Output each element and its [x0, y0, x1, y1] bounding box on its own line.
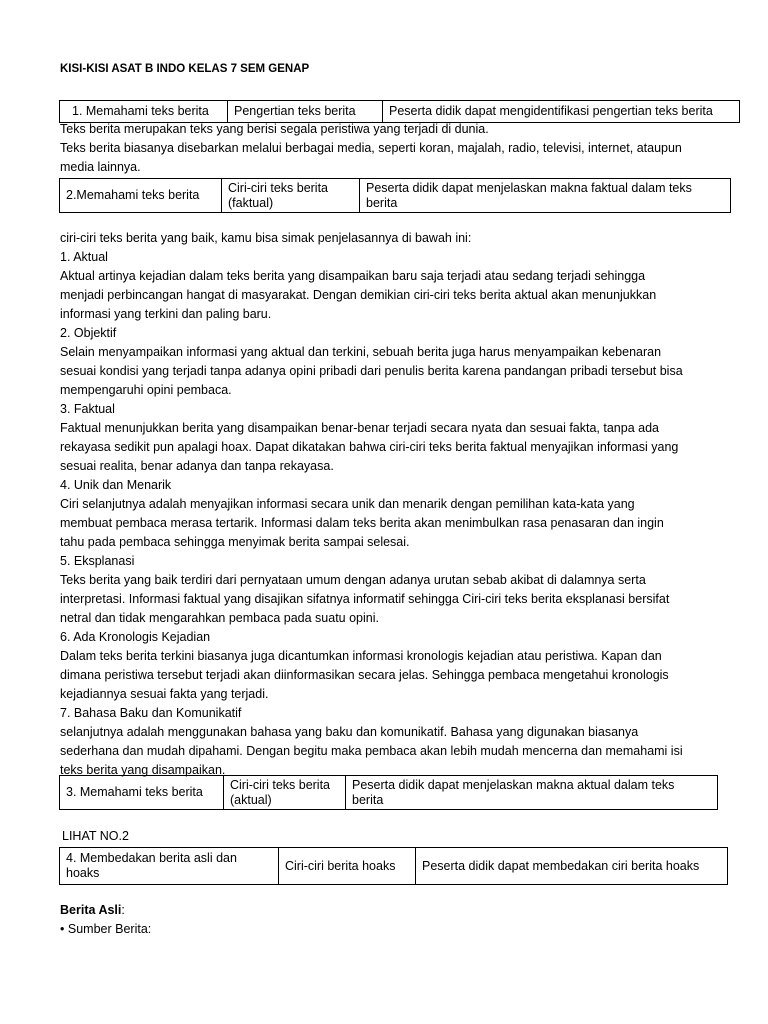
- document-title: KISI-KISI ASAT B INDO KELAS 7 SEM GENAP: [60, 63, 310, 75]
- paragraph-line: sederhana dan mudah dipahami. Dengan begitu maka pembaca akan lebih mudah mencerna dan memahami isi: [60, 744, 683, 758]
- paragraph-line: menjadi perbincangan hangat di masyarakat. Dengan demikian ciri-ciri teks berita aktual akan menunjukkan: [60, 288, 657, 302]
- sumber-berita-item: [60, 922, 151, 936]
- table3-indikator-line: berita: [352, 792, 384, 807]
- paragraph-line: interpretasi. Informasi faktual yang disajikan sifatnya informatif sehingga Ciri-ciri teks berita eksplanasi bersifat: [60, 592, 670, 606]
- table2-cell-materi: [222, 179, 360, 213]
- paragraph-line: sesuai kondisi yang terjadi tanpa adanya opini pribadi dari penulis berita karena pandangan pribadi tersebut bisa: [60, 364, 683, 378]
- sumber-berita-label: Sumber Berita:: [67, 922, 152, 936]
- table3-materi-line: (aktual): [230, 792, 272, 807]
- paragraph-line: Aktual artinya kejadian dalam teks berita yang disampaikan baru saja terjadi atau sedang terjadi sehingga: [60, 269, 646, 283]
- paragraph-line: mempengaruhi opini pembaca.: [60, 383, 232, 397]
- list-heading: 4. Unik dan Menarik: [60, 478, 172, 492]
- table2-indikator-line: Peserta didik dapat menjelaskan makna faktual dalam teks: [366, 180, 692, 195]
- paragraph-line: Dalam teks berita terkini biasanya juga dicantumkan informasi kronologis kejadian atau peristiwa. Kapan dan: [60, 649, 662, 663]
- bullet-icon: •: [60, 922, 65, 936]
- table2-materi-line: Ciri-ciri teks berita: [228, 180, 329, 195]
- paragraph-line: informasi yang terkini dan paling baru.: [60, 307, 272, 321]
- table1-cell-indikator: Peserta didik dapat mengidentifikasi pengertian teks berita: [383, 101, 740, 123]
- table1-cell-materi: Pengertian teks berita: [228, 101, 383, 123]
- table4-kompetensi-line: 4. Membedakan berita asli dan: [66, 851, 237, 865]
- block1-text: [60, 120, 720, 177]
- paragraph-line: ciri-ciri teks berita yang baik, kamu bisa simak penjelasannya di bawah ini:: [60, 231, 472, 245]
- lihat-note: LIHAT NO.2: [62, 829, 129, 843]
- paragraph-line: media lainnya.: [60, 160, 141, 174]
- paragraph-line: Selain menyampaikan informasi yang aktual dan terkini, sebuah berita juga harus menyampaikan kebenaran: [60, 345, 662, 359]
- table2-indikator-line: berita: [366, 195, 398, 210]
- paragraph-line: Ciri selanjutnya adalah menyajikan informasi secara unik dan menarik dengan pemilihan kata-kata yang: [60, 497, 635, 511]
- list-heading: 1. Aktual: [60, 250, 108, 264]
- table2-materi-line: (faktual): [228, 195, 274, 210]
- table4-cell-materi: Ciri-ciri berita hoaks: [279, 848, 416, 885]
- paragraph-line: Teks berita merupakan teks yang berisi segala peristiwa yang terjadi di dunia.: [60, 122, 489, 136]
- paragraph-line: Teks berita yang baik terdiri dari pernyataan umum dengan adanya urutan sebab akibat di dalamnya serta: [60, 573, 646, 587]
- table1-cell-kompetensi: 1. Memahami teks berita: [60, 101, 228, 123]
- list-heading: 6. Ada Kronologis Kejadian: [60, 630, 211, 644]
- table2-cell-kompetensi: 2.Memahami teks berita: [60, 179, 222, 213]
- berita-asli-colon: :: [121, 903, 125, 917]
- paragraph-line: Faktual menunjukkan berita yang disampaikan benar-benar terjadi secara nyata dan sesuai fakta, tanpa ada: [60, 421, 659, 435]
- table4-cell-indikator: Peserta didik dapat membedakan ciri berita hoaks: [416, 848, 728, 885]
- berita-asli-label: Berita Asli: [60, 903, 122, 917]
- block2-text: [60, 229, 720, 780]
- table4-cell-kompetensi: [60, 848, 279, 885]
- paragraph-line: kejadiannya sesuai fakta yang terjadi.: [60, 687, 269, 701]
- list-heading: 7. Bahasa Baku dan Komunikatif: [60, 706, 242, 720]
- table4-kompetensi-line: hoaks: [66, 866, 100, 880]
- paragraph-line: tahu pada pembaca sehingga menyimak berita sampai selesai.: [60, 535, 410, 549]
- paragraph-line: teks berita yang disampaikan.: [60, 763, 226, 777]
- paragraph-line: netral dan tidak mengarahkan pembaca pada suatu opini.: [60, 611, 379, 625]
- list-heading: 3. Faktual: [60, 402, 115, 416]
- kisi-table-4: [59, 847, 728, 885]
- paragraph-line: Teks berita biasanya disebarkan melalui berbagai media, seperti koran, majalah, radio, televisi, internet, ataupun: [60, 141, 682, 155]
- berita-asli-heading: [60, 903, 125, 917]
- table3-indikator-line: Peserta didik dapat menjelaskan makna aktual dalam teks: [352, 777, 675, 792]
- paragraph-line: rekayasa sedikit pun apalagi hoax. Dapat dikatakan bahwa ciri-ciri teks berita faktual menyajikan informasi yang: [60, 440, 679, 454]
- list-heading: 2. Objektif: [60, 326, 117, 340]
- table3-cell-kompetensi: 3. Memahami teks berita: [60, 776, 224, 810]
- table3-materi-line: Ciri-ciri teks berita: [230, 777, 331, 792]
- table3-cell-indikator: [346, 776, 718, 810]
- paragraph-line: dimana peristiwa tersebut terjadi akan diinformasikan secara jelas. Sehingga pembaca mengetahui kronologis: [60, 668, 669, 682]
- kisi-table-2: [59, 178, 731, 213]
- table3-cell-materi: [224, 776, 346, 810]
- list-heading: 5. Eksplanasi: [60, 554, 135, 568]
- paragraph-line: sesuai realita, benar adanya dan tanpa rekayasa.: [60, 459, 334, 473]
- table2-cell-indikator: [360, 179, 731, 213]
- paragraph-line: selanjutnya adalah menggunakan bahasa yang baku dan komunikatif. Bahasa yang digunakan biasanya: [60, 725, 639, 739]
- kisi-table-3: [59, 775, 718, 810]
- paragraph-line: membuat pembaca merasa tertarik. Informasi dalam teks berita akan menimbulkan rasa penasaran dan ingin: [60, 516, 664, 530]
